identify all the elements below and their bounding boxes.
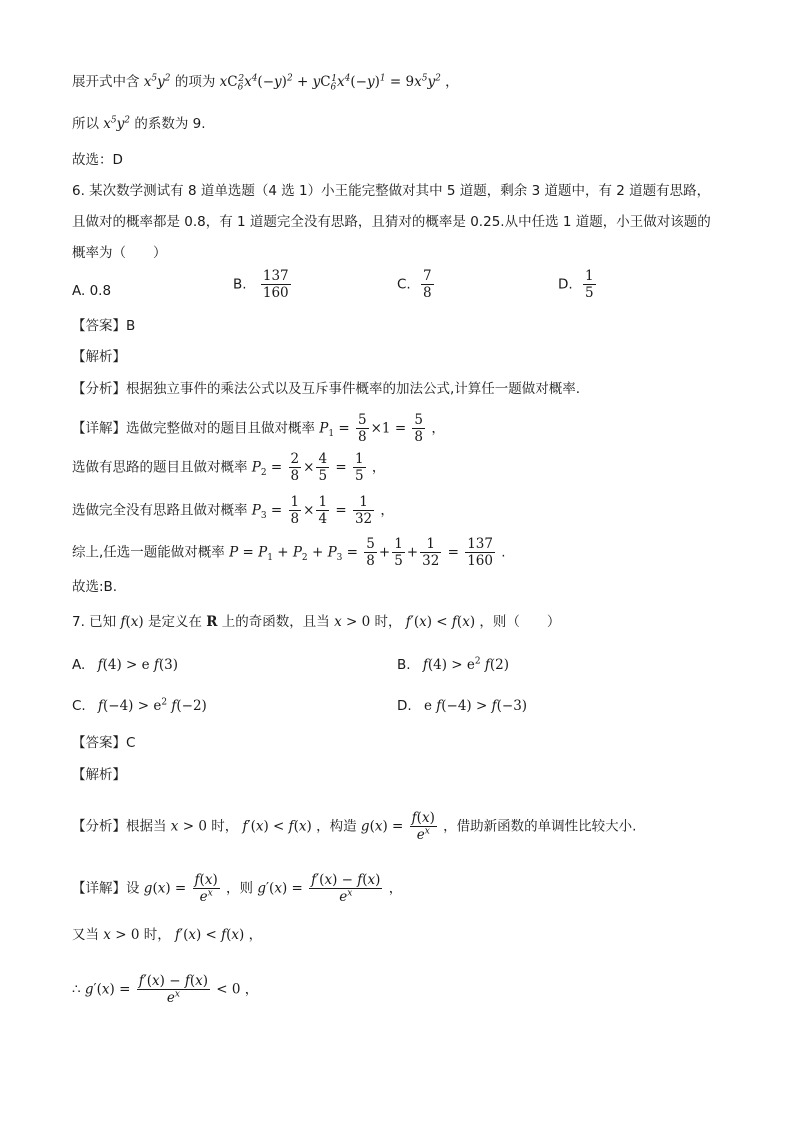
analysis-6: 【分析】根据独立事件的乘法公式以及互斥事件概率的加法公式,计算任一题做对概率. <box>72 381 581 397</box>
text: 的项为 <box>174 74 216 90</box>
fraction-7-8: $\frac{7}{8}$ <box>423 268 432 301</box>
option-label: A. <box>72 657 86 673</box>
text: . <box>501 544 506 561</box>
expansion-term-line <box>72 72 459 92</box>
text: 的系数为 9. <box>134 116 206 132</box>
text: ，则 <box>226 880 254 897</box>
math-x5y2: $x^5y^2$ <box>103 115 131 132</box>
real-numbers-symbol: R <box>206 614 218 630</box>
analysis-heading-7: 【解析】 <box>72 767 126 783</box>
option-6-b <box>233 268 293 301</box>
text: 选做完全没有思路且做对概率 <box>72 502 248 519</box>
text: ， <box>388 880 403 897</box>
analysis-7: 【分析】根据当 x > 0 时， f′(x) < f(x) ，构造 g(x) = $\frac{f(x)}{e^x}$ ，借助新函数的单调性比较大小. <box>72 810 637 843</box>
answer-6: 【答案】B <box>72 318 136 334</box>
option-label: C. <box>397 276 411 293</box>
text: 是定义在 <box>147 614 202 630</box>
text: 又当 <box>72 927 99 943</box>
detail-6-line-2: 选做有思路的题目且做对概率 $P_2$ = $\frac{2}{8}$ × $\frac{4}{5}$ = $\frac{1}{5}$ ， <box>72 451 386 484</box>
text: ，构造 <box>316 818 357 835</box>
question-6-line-3: 概率为（ ） <box>72 245 167 261</box>
text: 展开式中含 <box>72 74 140 90</box>
text: 7. 已知 <box>72 614 117 630</box>
answer-choice-d: 故选：D <box>72 152 123 168</box>
text: 时， <box>374 614 402 630</box>
text: 上的奇函数，且当 <box>221 614 330 630</box>
option-7-a: A. f(4) > e f(3) <box>72 657 179 673</box>
detail-6-line-1: 【详解】选做完整做对的题目且做对概率 $P_1$ = $\frac{5}{8}$ ×1 = $\frac{5}{8}$ ， <box>72 412 445 445</box>
answer-7: 【答案】C <box>72 735 136 751</box>
answer-choice-b: 故选:B. <box>72 579 118 595</box>
question-6-line-2: 且做对的概率都是 0.8，有 1 道题完全没有思路，且猜对的概率是 0.25.从中任选 1 道题，小王做对该题的 <box>72 214 711 230</box>
text: 综上,任选一题能做对概率 <box>72 544 225 561</box>
option-6-d <box>558 268 598 301</box>
text: ，则（ ） <box>479 614 561 630</box>
math-x5y2: $x^5y^2$ <box>143 73 171 90</box>
text: ， <box>445 74 459 90</box>
detail-6-line-4: 综上,任选一题能做对概率 $P = P_1 + P_2 + P_3$ = $\frac{5}{8}$ + $\frac{1}{5}$ + $\frac{1}{32}$ = $\frac{137}{160}$ . <box>72 536 506 569</box>
option-label: B. <box>397 657 411 673</box>
text: ， <box>248 927 263 943</box>
option-label: D. <box>397 698 412 714</box>
question-7: 7. 已知 f(x) 是定义在 R 上的奇函数，且当 x > 0 时， f′(x) < f(x) ，则（ ） <box>72 614 561 630</box>
math-expansion-formula: $xC_6^2x^4(-y)^2 + yC_6^1x^4(-y)^1 = 9x^5y^2$ <box>219 73 441 93</box>
text: ， <box>380 502 394 519</box>
analysis-heading-6: 【解析】 <box>72 349 126 365</box>
option-7-d: D. e f(−4) > f(−3) <box>397 698 528 714</box>
text: 时， <box>143 927 171 943</box>
text: ， <box>244 981 259 998</box>
text: ， <box>431 420 445 437</box>
option-7-c: C. $f(-4) > e^2$ f(−2) <box>72 697 207 714</box>
option-label: C. <box>72 698 86 714</box>
text: 所以 <box>72 116 99 132</box>
option-6-c <box>397 268 436 301</box>
text: 选做有思路的题目且做对概率 <box>72 459 248 476</box>
text: 【详解】设 <box>72 880 140 897</box>
therefore-symbol: ∴ <box>72 981 81 998</box>
text: 【分析】根据当 <box>72 818 167 835</box>
option-7-b: B. $f(4) > e^2$ f(2) <box>397 656 510 673</box>
fraction-137-160: $\frac{137}{160}$ <box>262 268 289 301</box>
question-6-line-1: 6. 某次数学测试有 8 道单选题（4 选 1）小王能完整做对其中 5 道题，剩余 3 道题中，有 2 道题有思路， <box>72 183 711 199</box>
option-6-a: A. 0.8 <box>72 283 112 299</box>
text: ，借助新函数的单调性比较大小. <box>443 818 637 835</box>
detail-7-line-1: 【详解】设 g(x) = $\frac{f(x)}{e^x}$ ，则 g′(x) = $\frac{f'(x) - f(x)}{e^x}$ ， <box>72 872 403 905</box>
detail-7-line-3: ∴ g′(x) = $\frac{f'(x) - f(x)}{e^x}$ < 0 ， <box>72 973 259 1006</box>
detail-7-line-2: 又当 x > 0 时， f′(x) < f(x) ， <box>72 927 263 943</box>
text: 时， <box>211 818 239 835</box>
option-label: D. <box>558 276 573 293</box>
fraction-1-5: $\frac{1}{5}$ <box>584 268 594 301</box>
option-label: B. <box>233 276 247 293</box>
text: 【详解】选做完整做对的题目且做对概率 <box>72 420 315 437</box>
detail-6-line-3: 选做完全没有思路且做对概率 $P_3$ = $\frac{1}{8}$ × $\frac{1}{4}$ = $\frac{1}{32}$ ， <box>72 494 394 527</box>
coefficient-line <box>72 114 206 134</box>
text: ， <box>371 459 386 476</box>
